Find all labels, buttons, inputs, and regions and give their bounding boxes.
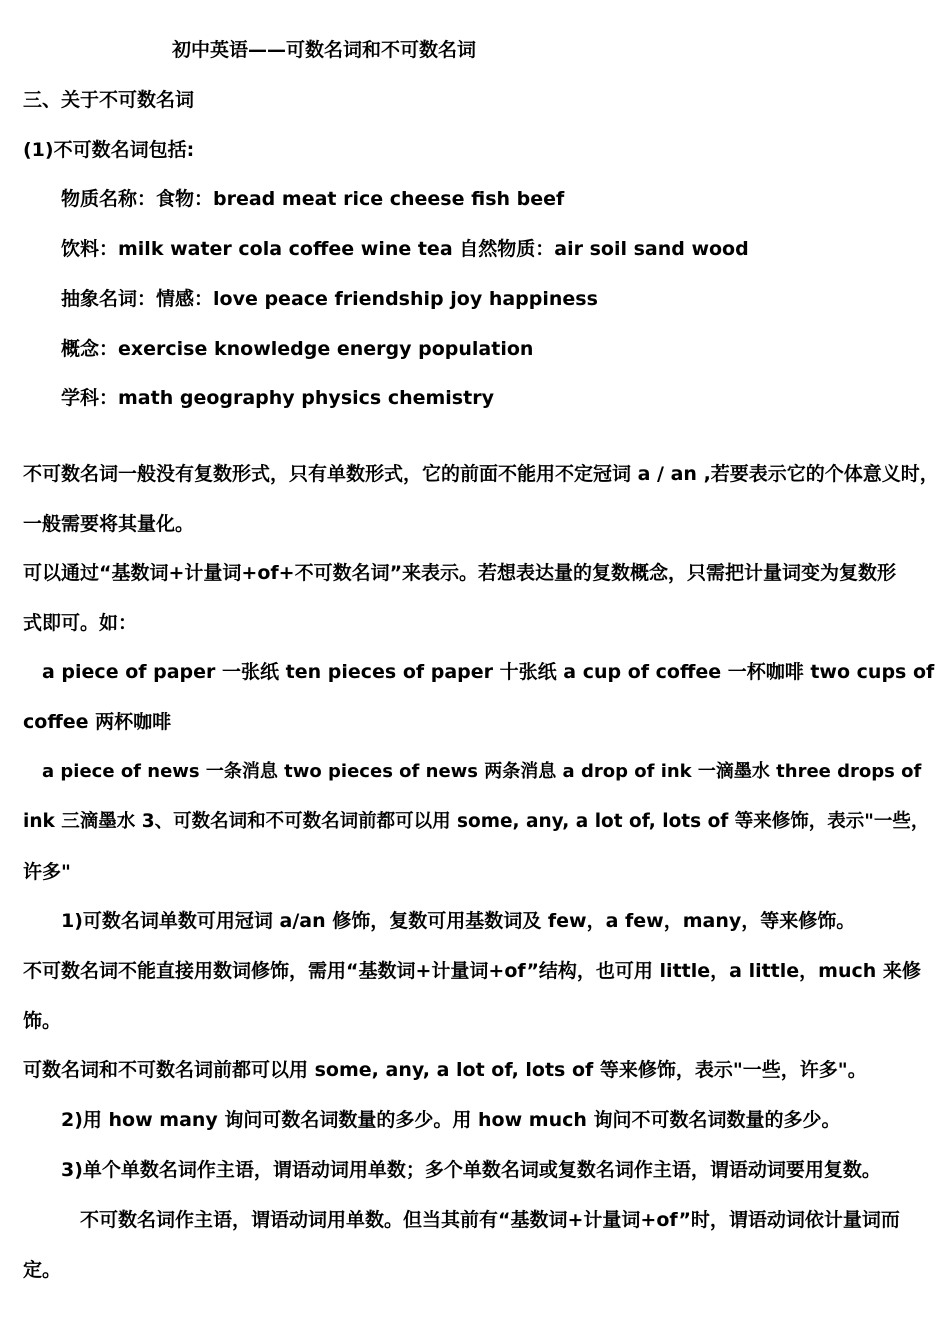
category-line: 学科：math geography physics chemistry xyxy=(61,387,494,409)
paragraph-line: 不可数名词不能直接用数词修饰，需用“基数词+计量词+of”结构，也可用 little，a little，much 来修 xyxy=(23,960,921,982)
paragraph-line: 可数名词和不可数名词前都可以用 some, any, a lot of, lots of 等来修饰，表示"一些，许多"。 xyxy=(23,1059,867,1081)
example-line: coffee 两杯咖啡 xyxy=(23,711,172,733)
rule-line: 1)可数名词单数可用冠词 a/an 修饰，复数可用基数词及 few，a few，many，等来修饰。 xyxy=(61,910,856,932)
paragraph-line: 许多" xyxy=(23,861,71,883)
rule-line: 2)用 how many 询问可数名词数量的多少。用 how much 询问不可数名词数量的多少。 xyxy=(61,1109,841,1131)
category-line: 物质名称：食物：bread meat rice cheese fish beef xyxy=(61,188,565,210)
rule-line: 3)单个单数名词作主语，谓语动词用单数；多个单数名词或复数名词作主语，谓语动词要用复数。 xyxy=(61,1159,881,1181)
paragraph-line: ink 三滴墨水 3、可数名词和不可数名词前都可以用 some, any, a lot of, lots of 等来修饰，表示"一些， xyxy=(23,811,930,832)
paragraph-line: 可以通过“基数词+计量词+of+不可数名词”来表示。若想表达量的复数概念，只需把计量词变为复数形 xyxy=(23,562,897,584)
document-title: 初中英语——可数名词和不可数名词 xyxy=(172,39,477,61)
category-line: 抽象名词：情感：love peace friendship joy happiness xyxy=(61,288,598,310)
paragraph-line: 定。 xyxy=(23,1259,62,1281)
category-line: 饮料：milk water cola coffee wine tea 自然物质：air soil sand wood xyxy=(61,238,749,260)
rule-line: 不可数名词作主语，谓语动词用单数。但当其前有“基数词+计量词+of”时，谓语动词依计量词而 xyxy=(80,1209,900,1231)
subheading: (1)不可数名词包括: xyxy=(23,139,195,161)
category-line: 概念：exercise knowledge energy population xyxy=(61,338,534,360)
paragraph-line: 式即可。如： xyxy=(23,612,138,634)
section-heading: 三、关于不可数名词 xyxy=(23,89,195,111)
example-line: a piece of news 一条消息 two pieces of news 两条消息 a drop of ink 一滴墨水 three drops of xyxy=(42,761,922,782)
example-line: a piece of paper 一张纸 ten pieces of paper 十张纸 a cup of coffee 一杯咖啡 two cups of xyxy=(42,661,935,683)
paragraph-line: 不可数名词一般没有复数形式，只有单数形式，它的前面不能用不定冠词 a / an ,若要表示它的个体意义时， xyxy=(23,463,939,485)
paragraph-line: 一般需要将其量化。 xyxy=(23,513,195,535)
paragraph-line: 饰。 xyxy=(23,1010,62,1032)
